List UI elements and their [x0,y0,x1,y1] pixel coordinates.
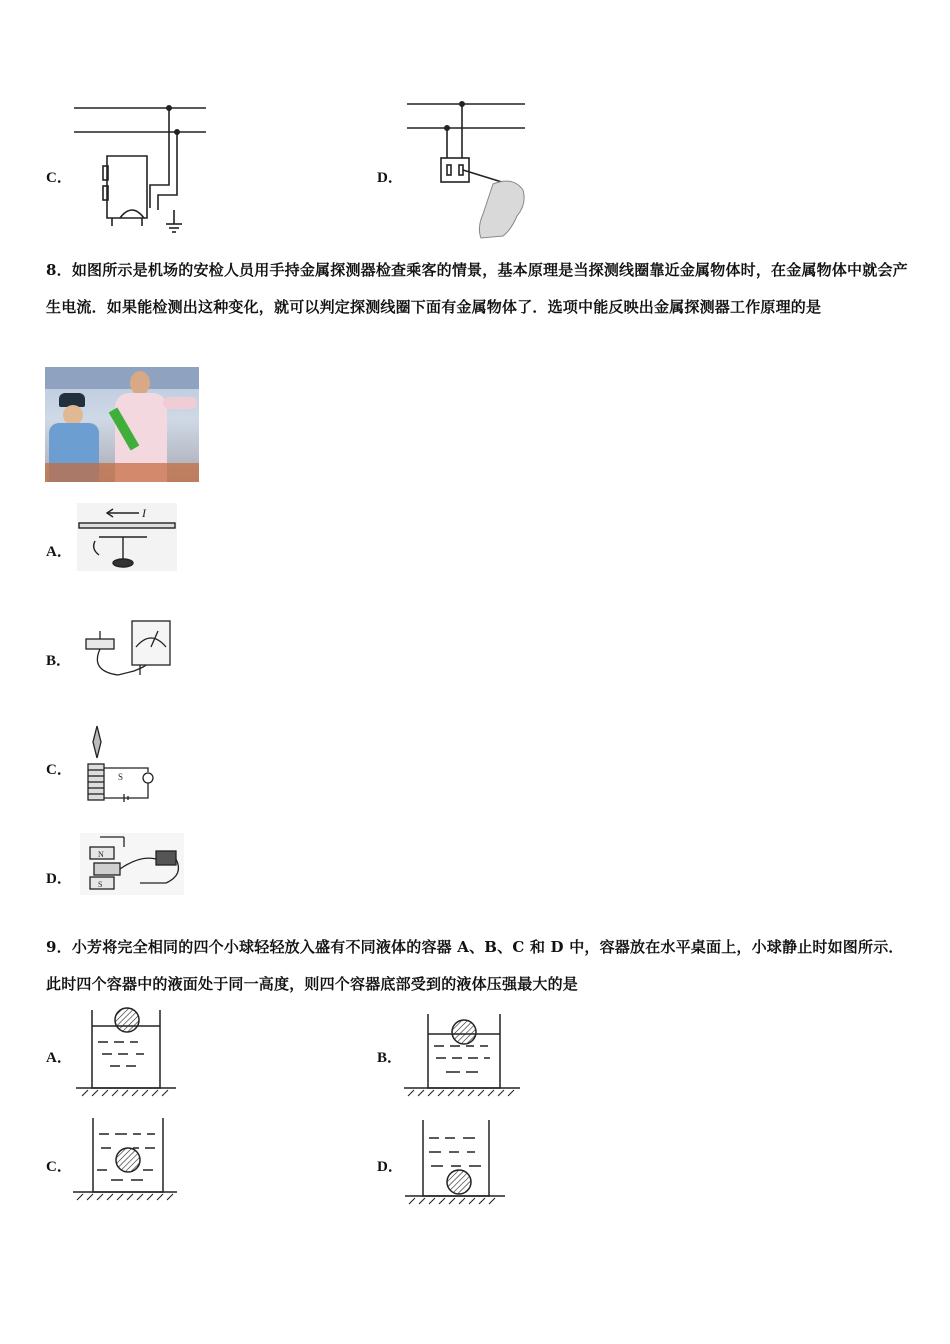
q8-option-c-label[interactable]: C． [46,762,72,778]
q9-option-a-label[interactable]: A． [46,1050,72,1066]
q8-option-a-label[interactable]: A． [46,544,72,560]
q7-option-d-label[interactable]: D． [377,170,403,186]
q9-option-a-container-figure [76,1004,176,1102]
q8-option-b-galvanometer-figure [80,617,172,683]
q9-option-d-container-figure [405,1116,505,1210]
q8-fig-a-current-label: I [142,506,146,520]
q8-option-a-oersted-figure [77,503,177,571]
q7-option-c-label[interactable]: C． [46,170,72,186]
q7-option-d-socket-figure [405,98,530,238]
q8-option-b-label[interactable]: B． [46,653,72,669]
q9-option-b-label[interactable]: B． [377,1050,403,1066]
q8-question-text: 8．如图所示是机场的安检人员用手持金属探测器检查乘客的情景，基本原理是当探测线圈靠近金属物体时，在金属物体中就会产生电流．如果能检测出这种变化，就可以判定探测线圈下面有金属物体了．选项中能反映出金属探测器工作原理的是 [46,261,908,316]
q9-option-b-container-figure [404,1010,522,1102]
q8-option-d-motor-figure [80,833,184,895]
q9-option-c-label[interactable]: C． [46,1159,72,1175]
q9-option-d-label[interactable]: D． [377,1159,403,1175]
q8-fig-d-magnet-bottom: S [98,880,103,889]
q8-security-check-photo [45,367,199,482]
q8-option-d-label[interactable]: D． [46,871,72,887]
q8-fig-c-switch-label: S [118,772,124,782]
q9-question-text: 9．小芳将完全相同的四个小球轻轻放入盛有不同液体的容器 A、B、C 和 D 中，容器放在水平桌面上，小球静止时如图所示．此时四个容器中的液面处于同一高度，则四个容器底部受到的液体压强最大的是 [46,938,904,993]
q8-option-c-electromagnet-figure [80,724,160,806]
q9-option-c-container-figure [73,1116,177,1206]
q8-fig-d-magnet-top: N [98,850,104,859]
q7-option-c-circuit-figure [70,100,210,235]
